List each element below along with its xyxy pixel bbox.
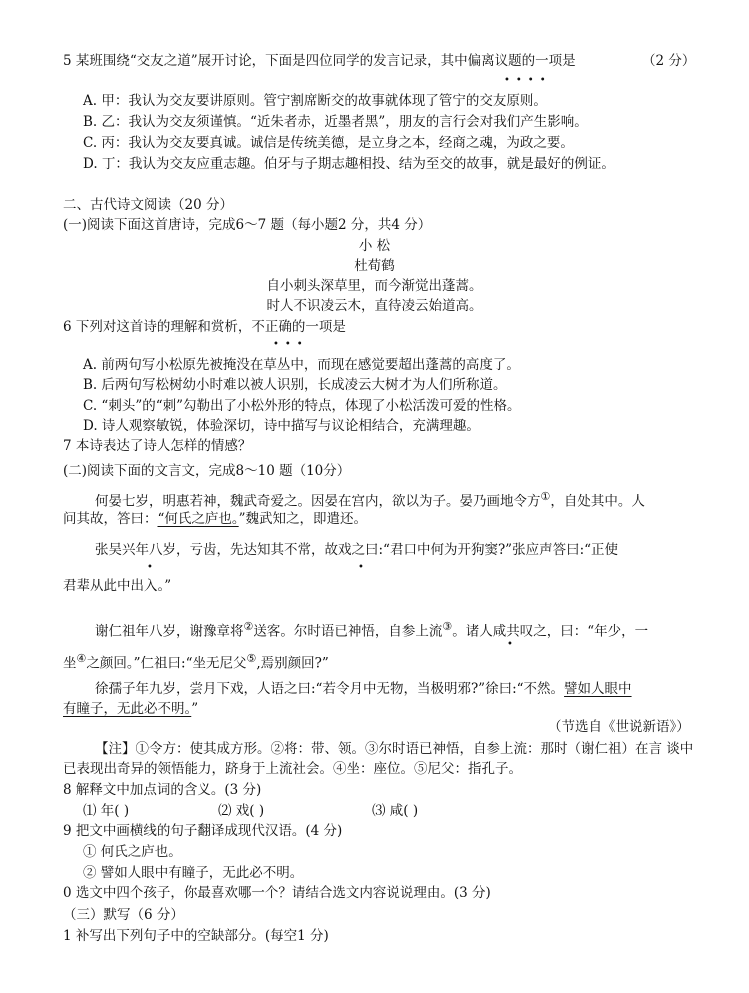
emphasis-dots: ••• [273,339,309,350]
q7-stem: 7 本诗表达了诗人怎样的情感？ [63,438,252,454]
passage-p1-line1: 何晏七岁，明惠若神，魏武奇爱之。因晏在宫内，欲以为子。晏乃画地令方①，自处其中。人 [95,490,645,510]
q6-option-c: C. “刺头”的“刺”勾勒出了小松外形的特点，体现了小松活泼可爱的性格。 [83,398,521,414]
underlined-sentence-1: “何氏之庐也。 [157,511,239,527]
poem-title: 小 松 [358,238,391,254]
q9-item-2: ② 譬如人眼中有瞳子，无此必不明。 [83,865,304,881]
passage-p3-line1: 谢仁祖年八岁，谢豫章将②送客。尔时语已神悟，自参上流③。诸人咸共叹之，曰：“年少，一 [95,620,649,640]
underlined-sentence-2b: 有瞳子，无此必不明。 [63,701,192,717]
q6-option-d: D. 诗人观察敏锐，体验深切，诗中描写与议论相结合，充满理趣。 [83,418,480,434]
emphasis-dots: •••• [504,75,552,86]
q5-stem: 5 某班围绕“交友之道”展开讨论，下面是四位同学的发言记录，其中偏离议题的一项是 [63,53,576,69]
q9-item-1: ① 何氏之庐也。 [83,844,182,860]
poem-line-1: 自小刺头深草里，而今渐觉出蓬蒿。 [266,278,483,294]
q5-option-d: D. 丁：我认为交友应重志趣。伯牙与子期志趣相投、结为至交的故事，就是最好的例证。 [83,156,615,172]
q6-option-a: A. 前两句写小松原先被掩没在草丛中，而现在感觉要超出蓬蒿的高度了。 [83,357,520,373]
q10-stem: 0 选文中四个孩子，你最喜欢哪一个？请结合选文内容说说理由。(3 分) [63,885,491,901]
part3-heading: （三）默写（6 分） [63,907,184,923]
poem-line-2: 时人不识凌云木，直待凌云始道高。 [266,298,483,314]
q11-stem: 1 补写出下列句子中的空缺部分。(每空1 分) [63,928,329,944]
q5-score: （2 分） [642,53,696,69]
poem-author: 杜荀鹤 [354,258,395,274]
q6-stem: 6 下列对这首诗的理解和赏析，不正确的一项是 [63,319,346,335]
q8-item-3: ⑶ 咸( ) [372,803,419,819]
q8-item-2: ⑵ 戏( ) [218,803,265,819]
annotation-line1: 【注】①令方：使其成方形。②将：带、领。③尔时语已神悟，自参上流：那时（谢仁祖）在言 谈中 [95,741,694,757]
annotation-line2: 已表现出奇异的领悟能力，跻身于上流社会。④坐：座位。⑤尼父：指孔子。 [63,761,522,777]
q9-stem: 9 把文中画横线的句子翻译成现代汉语。(4 分) [63,823,343,839]
passage-p1-line2: 问其故，答曰：“何氏之庐也。”魏武知之，即遣还。 [63,511,368,527]
passage-p2-line2: 君辈从此中出入。” [63,578,172,594]
passage-p4-line1: 徐孺子年九岁，尝月下戏，人语之曰:“若令月中无物，当极明邪?”徐曰:“不然。譬如人眼中 [95,681,632,697]
q6-option-b: B. 后两句写松树幼小时难以被人识别，长成凌云大树才为人们所称道。 [83,377,507,393]
emphasis-dot: • [147,562,153,573]
emphasis-dot: • [358,562,364,573]
q5-option-a: A. 甲：我认为交友要讲原则。管宁割席断交的故事就体现了管宁的交友原则。 [83,93,547,109]
q5-option-b: B. 乙：我认为交友须谨慎。“近朱者赤，近墨者黑”，朋友的言行会对我们产生影响。 [83,114,588,130]
q5-option-c: C. 丙：我认为交友要真诚。诚信是传统美德，是立身之本，经商之魂，为政之要。 [83,135,574,151]
passage-p3-line2: 坐④之颜回。”仁祖曰:“坐无尼父⑤,焉别颜回?” [63,652,329,672]
underlined-sentence-2a: 譬如人眼中 [564,681,632,697]
part2-instruction: (二)阅读下面的文言文，完成8～10 题（10分） [63,463,351,479]
emphasis-dot: • [507,639,513,650]
section-heading: 二、古代诗文阅读（20 分） [63,197,233,213]
part1-instruction: (一)阅读下面这首唐诗，完成6～7 题（每小题2 分，共4 分） [63,217,432,233]
q8-stem: 8 解释文中加点词的含义。(3 分) [63,782,262,798]
passage-source: （节选自《世说新语》） [548,719,690,735]
passage-p2-line1: 张吴兴年八岁，亏齿，先达知其不常，故戏之曰:“君口中何为开狗窦?”张应声答曰:“正使 [95,542,619,558]
q8-item-1: ⑴ 年( ) [83,803,130,819]
passage-p4-line2: 有瞳子，无此必不明。” [63,701,199,717]
